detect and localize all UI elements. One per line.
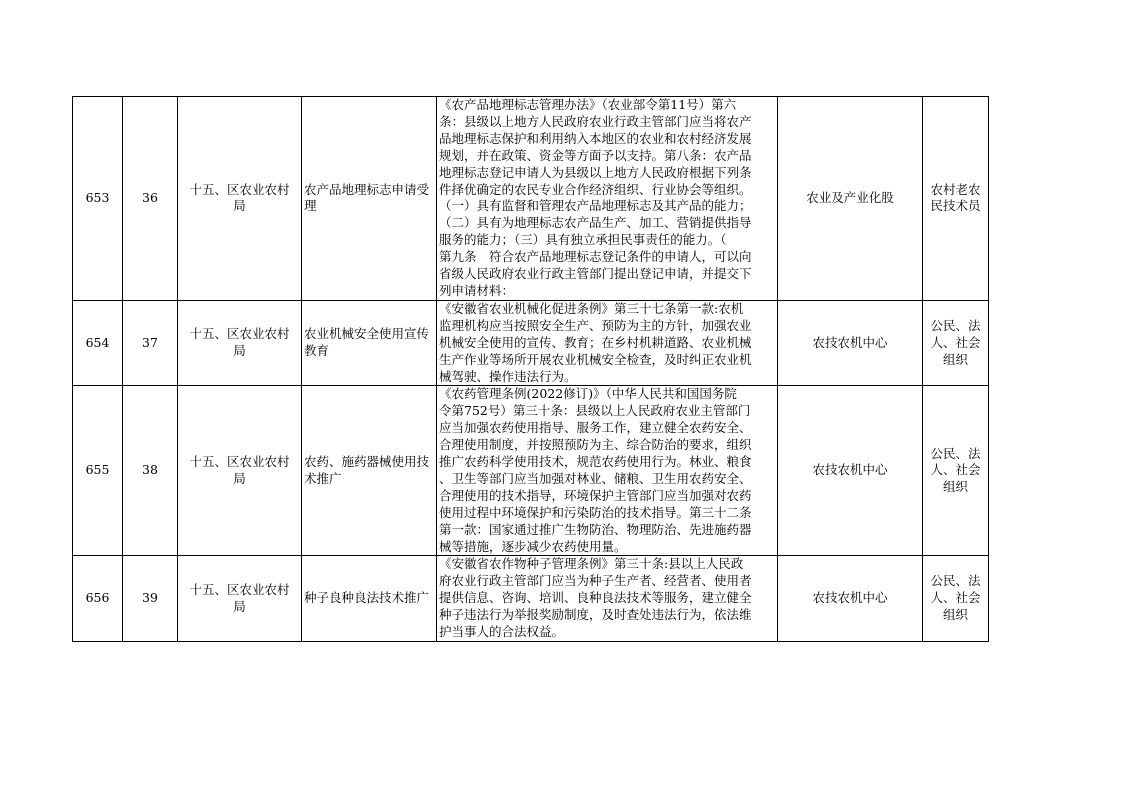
department-line: 局 (233, 470, 246, 486)
item-name-line: 农产品地理标志申请受 (304, 181, 430, 197)
row-number: 654 (73, 300, 123, 386)
legal-basis-line: 应当加强农药使用指导、服务工作，建立健全农药安全、 (439, 420, 752, 436)
department-cell (178, 556, 302, 642)
legal-basis-cell (437, 97, 778, 301)
legal-basis-line: 府农业行政主管部门应当为种子生产者、经营者、使用者 (439, 573, 752, 589)
legal-basis-line: 列申请材料： (439, 282, 515, 298)
responsible-unit-cell: 农业及产业化股 (778, 97, 923, 301)
item-name-line: 种子良种良法技术推广 (304, 590, 430, 606)
item-name-line: 术推广 (304, 470, 342, 486)
row-number: 655 (73, 386, 123, 556)
responsible-unit-cell: 农技农机中心 (778, 386, 923, 556)
legal-basis-line: （一）具有监督和管理农产品地理标志及其产品的能力； (439, 198, 752, 214)
item-name-line: 农业机械安全使用宣传 (304, 326, 430, 342)
department-line: 十五、区农业农村 (189, 454, 290, 470)
department-cell (178, 300, 302, 386)
row-number: 656 (73, 556, 123, 642)
legal-basis-line: （二）具有为地理标志农产品生产、加工、营销提供指导 (439, 215, 752, 231)
service-target-line: 人、社会 (930, 334, 981, 350)
service-target-cell (923, 386, 989, 556)
department-line: 局 (233, 198, 246, 214)
legal-basis-line: 《安徽省农作物种子管理条例》第三十条:县以上人民政 (439, 556, 744, 572)
legal-basis-line: 监理机构应当按照安全生产、预防为主的方针，加强农业 (439, 317, 752, 333)
legal-basis-line: 第九条 符合农产品地理标志登记条件的申请人，可以向 (439, 249, 752, 265)
department-line: 十五、区农业农村 (189, 581, 290, 597)
department-line: 十五、区农业农村 (189, 326, 290, 342)
legal-basis-line: 使用过程中环境保护和污染防治的技术指导。第三十二条 (439, 504, 752, 520)
legal-basis-line: 条：县级以上地方人民政府农业行政主管部门应当将农产 (439, 113, 752, 129)
item-name-cell (302, 556, 437, 642)
legal-basis-line: 规划，并在政策、资金等方面予以支持。第八条：农产品 (439, 147, 752, 163)
department-line: 局 (233, 343, 246, 359)
item-name-line: 理 (304, 198, 317, 214)
service-target-line: 公民、法 (930, 317, 981, 333)
sub-number: 37 (123, 300, 178, 386)
service-target-line: 公民、法 (930, 445, 981, 461)
service-target-line: 人、社会 (930, 590, 981, 606)
legal-basis-line: 种子违法行为举报奖励制度，及时查处违法行为，依法维 (439, 607, 752, 623)
legal-basis-line: 械驾驶、操作违法行为。 (439, 368, 577, 384)
legal-basis-line: 地理标志登记申请人为县级以上地方人民政府根据下列条 (439, 164, 752, 180)
department-line: 十五、区农业农村 (189, 181, 290, 197)
item-name-cell (302, 386, 437, 556)
legal-basis-line: 第一款：国家通过推广生物防治、物理防治、先进施药器 (439, 521, 752, 537)
item-name-cell (302, 97, 437, 301)
legal-basis-line: 机械安全使用的宣传、教育；在乡村机耕道路、农业机械 (439, 334, 752, 350)
legal-basis-line: 推广农药科学使用技术，规范农药使用行为。林业、粮食 (439, 454, 752, 470)
sub-number: 39 (123, 556, 178, 642)
legal-basis-cell (437, 556, 778, 642)
row-number: 653 (73, 97, 123, 301)
service-target-line: 组织 (942, 479, 968, 495)
legal-basis-line: 省级人民政府农业行政主管部门提出登记申请，并提交下 (439, 266, 752, 282)
table-row (73, 300, 989, 386)
service-target-cell (923, 556, 989, 642)
legal-basis-line: 械等措施，逐步减少农药使用量。 (439, 538, 627, 554)
responsible-unit-cell: 农技农机中心 (778, 556, 923, 642)
service-target-line: 民技术员 (930, 198, 981, 214)
service-target-line: 农村老农 (930, 181, 981, 197)
department-cell (178, 386, 302, 556)
legal-basis-line: 品地理标志保护和利用纳入本地区的农业和农村经济发展 (439, 130, 752, 146)
item-name-line: 教育 (304, 343, 330, 359)
table-row (73, 97, 989, 301)
legal-basis-line: 生产作业等场所开展农业机械安全检查，及时纠正农业机 (439, 351, 752, 367)
legal-basis-line: 提供信息、咨询、培训、良种良法技术等服务，建立健全 (439, 590, 752, 606)
sub-number: 38 (123, 386, 178, 556)
item-name-cell (302, 300, 437, 386)
legal-basis-line: 护当事人的合法权益。 (439, 624, 565, 640)
legal-basis-line: 服务的能力；（三）具有独立承担民事责任的能力。（ (439, 232, 727, 248)
service-items-table (72, 96, 989, 642)
service-target-line: 人、社会 (930, 462, 981, 478)
legal-basis-line: 《安徽省农业机械化促进条例》第三十七条第一款:农机 (439, 300, 744, 316)
responsible-unit-cell: 农技农机中心 (778, 300, 923, 386)
table-row (73, 556, 989, 642)
legal-basis-cell (437, 386, 778, 556)
legal-basis-line: 《农产品地理标志管理办法》（农业部令第11号）第六 (439, 97, 737, 112)
service-target-cell (923, 97, 989, 301)
department-cell (178, 97, 302, 301)
service-target-line: 公民、法 (930, 573, 981, 589)
legal-basis-cell (437, 300, 778, 386)
sub-number: 36 (123, 97, 178, 301)
legal-basis-line: 合理使用的技术指导，环境保护主管部门应当加强对农药 (439, 487, 752, 503)
legal-basis-line: 令第752号）第三十条：县级以上人民政府农业主管部门 (439, 403, 751, 419)
legal-basis-line: 《农药管理条例(2022修订)》（中华人民共和国国务院 (439, 386, 737, 402)
item-name-line: 农药、施药器械使用技 (304, 454, 430, 470)
legal-basis-line: 、卫生等部门应当加强对林业、储粮、卫生用农药安全、 (439, 470, 752, 486)
service-target-line: 组织 (942, 351, 968, 367)
service-target-line: 组织 (942, 607, 968, 623)
table-row (73, 386, 989, 556)
department-line: 局 (233, 598, 246, 614)
legal-basis-line: 件择优确定的农民专业合作经济组织、行业协会等组织。 (439, 181, 752, 197)
service-target-cell (923, 300, 989, 386)
legal-basis-line: 合理使用制度，并按照预防为主、综合防治的要求，组织 (439, 437, 752, 453)
